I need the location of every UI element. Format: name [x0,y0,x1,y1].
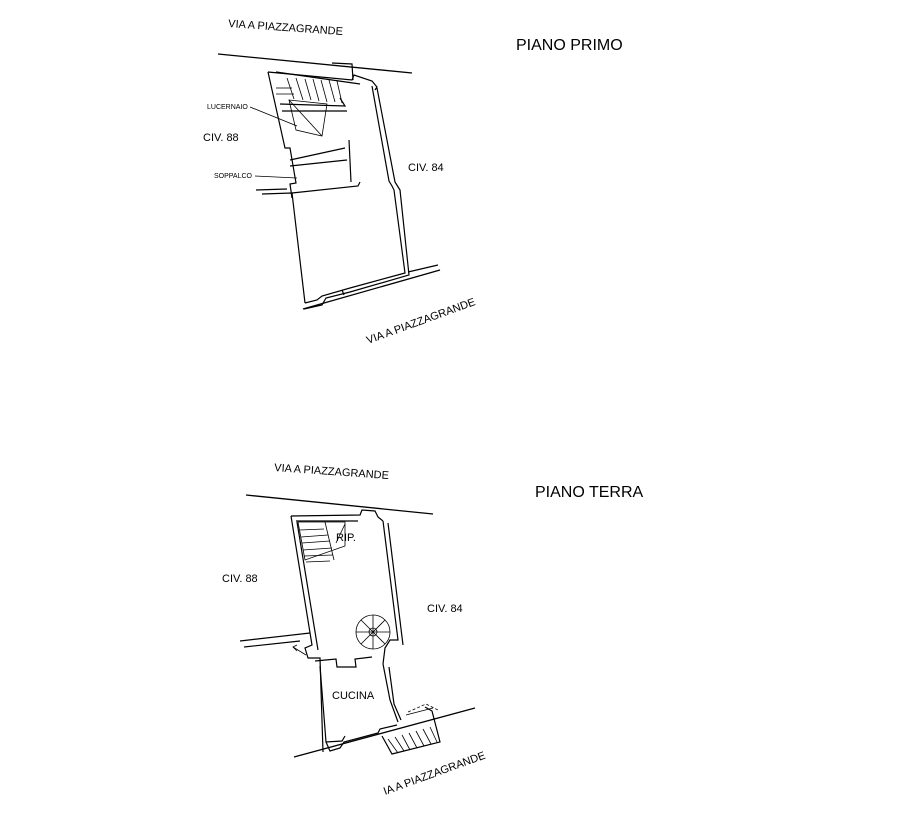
lower-street-bottom-line [294,708,475,757]
upper-building-walls [256,63,438,309]
lower-building-walls [240,510,403,752]
upper-floor-plan [203,18,623,347]
lower-street-top-line [246,495,433,514]
kitchen-label: CUCINA [332,690,375,702]
lower-civ-84-label: CIV. 84 [427,603,463,615]
upper-street-top-label: VIA A PIAZZAGRANDE [227,18,344,39]
lower-street-bottom-label: IA A PIAZZAGRANDE [381,749,488,798]
external-staircase [382,704,440,754]
lower-civ-88-label: CIV. 88 [222,573,258,585]
upper-civ-88-label: CIV. 88 [203,132,239,144]
mezzanine-label: SOPPALCO [214,173,252,180]
skylight-label: LUCERNAIO [207,104,248,111]
storage-room-label: RIP. [336,532,356,544]
upper-street-top-line [218,54,412,73]
lower-plan-title: PIANO TERRA [535,484,644,501]
entrance-arrow-icon [293,645,306,655]
skylight-leader-line [250,107,297,126]
upper-street-bottom-label: VIA A PIAZZAGRANDE [364,296,478,347]
lower-street-top-label: VIA A PIAZZAGRANDE [273,462,390,483]
lower-floor-plan [222,462,644,798]
upper-staircase [276,78,342,103]
upper-plan-title: PIANO PRIMO [516,37,623,54]
upper-civ-84-label: CIV. 84 [408,162,444,174]
spiral-staircase [356,615,390,649]
mezzanine-leader-line [255,176,297,178]
